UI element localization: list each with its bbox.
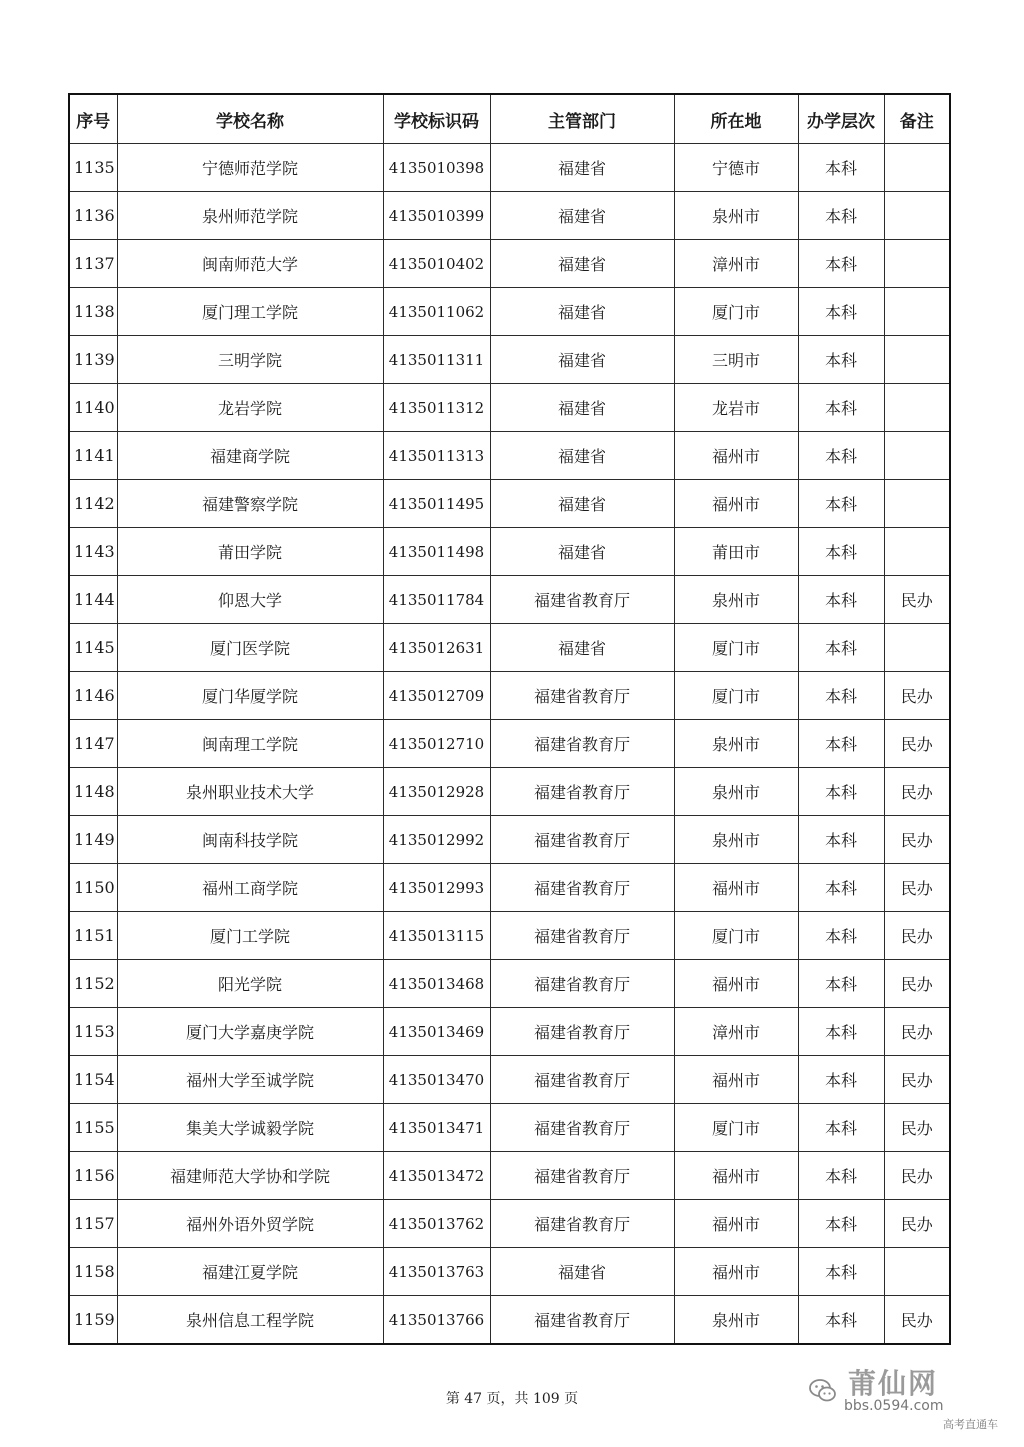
cell-index: 1154	[69, 1056, 117, 1104]
cell-school-name: 仰恩大学	[117, 576, 383, 624]
cell-school-code: 4135013763	[383, 1248, 490, 1296]
table-row	[69, 192, 950, 240]
table-row	[69, 960, 950, 1008]
cell-index: 1145	[69, 624, 117, 672]
cell-remark	[884, 144, 950, 192]
cell-school-code: 4135012710	[383, 720, 490, 768]
cell-index: 1144	[69, 576, 117, 624]
cell-location: 泉州市	[674, 720, 798, 768]
cell-school-code: 4135013115	[383, 912, 490, 960]
cell-school-name: 厦门理工学院	[117, 288, 383, 336]
table-row	[69, 1248, 950, 1296]
cell-school-name: 龙岩学院	[117, 384, 383, 432]
cell-department: 福建省教育厅	[490, 912, 674, 960]
table-row	[69, 528, 950, 576]
cell-location: 泉州市	[674, 192, 798, 240]
cell-location: 福州市	[674, 1200, 798, 1248]
cell-level: 本科	[798, 576, 884, 624]
header-remark: 备注	[884, 94, 950, 144]
table-row	[69, 480, 950, 528]
cell-school-code: 4135012709	[383, 672, 490, 720]
cell-remark	[884, 240, 950, 288]
cell-index: 1152	[69, 960, 117, 1008]
cell-location: 漳州市	[674, 240, 798, 288]
cell-level: 本科	[798, 336, 884, 384]
header-location: 所在地	[674, 94, 798, 144]
cell-level: 本科	[798, 1296, 884, 1345]
cell-index: 1157	[69, 1200, 117, 1248]
cell-remark: 民办	[884, 1296, 950, 1345]
cell-index: 1148	[69, 768, 117, 816]
cell-index: 1140	[69, 384, 117, 432]
cell-index: 1136	[69, 192, 117, 240]
header-department: 主管部门	[490, 94, 674, 144]
cell-location: 宁德市	[674, 144, 798, 192]
cell-department: 福建省	[490, 192, 674, 240]
page-number: 第 47 页，共 109 页	[445, 1391, 579, 1407]
cell-remark: 民办	[884, 768, 950, 816]
cell-index: 1146	[69, 672, 117, 720]
watermark	[808, 1362, 998, 1432]
cell-level: 本科	[798, 960, 884, 1008]
cell-index: 1142	[69, 480, 117, 528]
cell-school-name: 厦门大学嘉庚学院	[117, 1008, 383, 1056]
cell-department: 福建省	[490, 384, 674, 432]
cell-remark: 民办	[884, 672, 950, 720]
cell-level: 本科	[798, 1056, 884, 1104]
table-row	[69, 288, 950, 336]
cell-index: 1150	[69, 864, 117, 912]
cell-remark: 民办	[884, 1056, 950, 1104]
cell-school-name: 厦门工学院	[117, 912, 383, 960]
cell-location: 福州市	[674, 480, 798, 528]
cell-school-name: 集美大学诚毅学院	[117, 1104, 383, 1152]
cell-location: 厦门市	[674, 672, 798, 720]
cell-department: 福建省教育厅	[490, 816, 674, 864]
cell-school-name: 阳光学院	[117, 960, 383, 1008]
cell-school-name: 泉州职业技术大学	[117, 768, 383, 816]
cell-school-name: 宁德师范学院	[117, 144, 383, 192]
header-level: 办学层次	[798, 94, 884, 144]
cell-school-code: 4135013468	[383, 960, 490, 1008]
cell-school-code: 4135013762	[383, 1200, 490, 1248]
cell-remark: 民办	[884, 960, 950, 1008]
cell-school-code: 4135011312	[383, 384, 490, 432]
table-row	[69, 432, 950, 480]
table-row	[69, 1104, 950, 1152]
cell-school-code: 4135011313	[383, 432, 490, 480]
cell-department: 福建省教育厅	[490, 1296, 674, 1345]
cell-location: 厦门市	[674, 288, 798, 336]
cell-remark	[884, 528, 950, 576]
table-row	[69, 720, 950, 768]
cell-remark	[884, 192, 950, 240]
cell-index: 1138	[69, 288, 117, 336]
table-row	[69, 576, 950, 624]
cell-school-code: 4135012631	[383, 624, 490, 672]
cell-location: 福州市	[674, 1056, 798, 1104]
cell-remark: 民办	[884, 720, 950, 768]
cell-department: 福建省教育厅	[490, 1200, 674, 1248]
cell-level: 本科	[798, 288, 884, 336]
cell-level: 本科	[798, 480, 884, 528]
cell-school-name: 福建师范大学协和学院	[117, 1152, 383, 1200]
cell-department: 福建省	[490, 1248, 674, 1296]
table-row	[69, 1056, 950, 1104]
cell-location: 泉州市	[674, 816, 798, 864]
cell-department: 福建省教育厅	[490, 960, 674, 1008]
cell-level: 本科	[798, 1104, 884, 1152]
table-row	[69, 1152, 950, 1200]
cell-school-name: 闽南师范大学	[117, 240, 383, 288]
cell-location: 厦门市	[674, 624, 798, 672]
cell-location: 泉州市	[674, 576, 798, 624]
cell-level: 本科	[798, 720, 884, 768]
cell-level: 本科	[798, 672, 884, 720]
cell-school-code: 4135010399	[383, 192, 490, 240]
cell-index: 1153	[69, 1008, 117, 1056]
cell-location: 福州市	[674, 432, 798, 480]
cell-index: 1155	[69, 1104, 117, 1152]
cell-school-name: 福州大学至诚学院	[117, 1056, 383, 1104]
cell-location: 厦门市	[674, 912, 798, 960]
cell-school-code: 4135013470	[383, 1056, 490, 1104]
cell-remark	[884, 1248, 950, 1296]
cell-department: 福建省	[490, 528, 674, 576]
cell-location: 厦门市	[674, 1104, 798, 1152]
cell-level: 本科	[798, 1248, 884, 1296]
cell-school-name: 泉州信息工程学院	[117, 1296, 383, 1345]
table-row	[69, 1200, 950, 1248]
cell-remark	[884, 432, 950, 480]
cell-school-name: 闽南理工学院	[117, 720, 383, 768]
cell-school-name: 厦门医学院	[117, 624, 383, 672]
table-row	[69, 144, 950, 192]
cell-remark	[884, 288, 950, 336]
cell-school-code: 4135011062	[383, 288, 490, 336]
cell-location: 泉州市	[674, 1296, 798, 1345]
cell-school-name: 福州工商学院	[117, 864, 383, 912]
cell-level: 本科	[798, 1008, 884, 1056]
cell-department: 福建省教育厅	[490, 768, 674, 816]
cell-level: 本科	[798, 912, 884, 960]
cell-school-code: 4135011311	[383, 336, 490, 384]
cell-department: 福建省	[490, 336, 674, 384]
cell-department: 福建省	[490, 480, 674, 528]
header-school-code: 学校标识码	[383, 94, 490, 144]
cell-level: 本科	[798, 1200, 884, 1248]
cell-school-name: 福州外语外贸学院	[117, 1200, 383, 1248]
table-row	[69, 240, 950, 288]
header-school-name: 学校名称	[117, 94, 383, 144]
cell-location: 福州市	[674, 1248, 798, 1296]
cell-remark: 民办	[884, 1152, 950, 1200]
cell-school-name: 闽南科技学院	[117, 816, 383, 864]
table-row	[69, 1296, 950, 1345]
cell-school-code: 4135011784	[383, 576, 490, 624]
cell-index: 1159	[69, 1296, 117, 1345]
cell-index: 1137	[69, 240, 117, 288]
cell-school-code: 4135011495	[383, 480, 490, 528]
cell-level: 本科	[798, 864, 884, 912]
cell-school-name: 厦门华厦学院	[117, 672, 383, 720]
table-header-row	[69, 94, 950, 144]
cell-index: 1158	[69, 1248, 117, 1296]
cell-index: 1135	[69, 144, 117, 192]
cell-index: 1141	[69, 432, 117, 480]
cell-school-code: 4135013472	[383, 1152, 490, 1200]
cell-index: 1139	[69, 336, 117, 384]
cell-school-name: 泉州师范学院	[117, 192, 383, 240]
cell-remark: 民办	[884, 912, 950, 960]
cell-location: 泉州市	[674, 768, 798, 816]
cell-location: 三明市	[674, 336, 798, 384]
cell-school-code: 4135013469	[383, 1008, 490, 1056]
cell-school-code: 4135011498	[383, 528, 490, 576]
cell-level: 本科	[798, 816, 884, 864]
table-row	[69, 384, 950, 432]
cell-location: 福州市	[674, 864, 798, 912]
watermark-logo: 莆仙网	[848, 1367, 939, 1400]
cell-school-name: 福建商学院	[117, 432, 383, 480]
watermark-subtitle: 高考直通车	[943, 1418, 998, 1431]
cell-remark: 民办	[884, 864, 950, 912]
cell-location: 龙岩市	[674, 384, 798, 432]
cell-level: 本科	[798, 384, 884, 432]
cell-department: 福建省教育厅	[490, 1104, 674, 1152]
cell-department: 福建省	[490, 288, 674, 336]
cell-location: 福州市	[674, 960, 798, 1008]
cell-department: 福建省教育厅	[490, 1152, 674, 1200]
cell-department: 福建省教育厅	[490, 864, 674, 912]
cell-remark: 民办	[884, 1104, 950, 1152]
cell-level: 本科	[798, 768, 884, 816]
cell-level: 本科	[798, 528, 884, 576]
table-body	[69, 144, 950, 1345]
cell-remark: 民办	[884, 816, 950, 864]
table-row	[69, 336, 950, 384]
cell-level: 本科	[798, 144, 884, 192]
table-row	[69, 816, 950, 864]
table-row	[69, 1008, 950, 1056]
cell-school-name: 福建江夏学院	[117, 1248, 383, 1296]
cell-remark: 民办	[884, 1200, 950, 1248]
cell-remark	[884, 480, 950, 528]
table-row	[69, 864, 950, 912]
cell-department: 福建省教育厅	[490, 576, 674, 624]
table-row	[69, 768, 950, 816]
cell-department: 福建省教育厅	[490, 1056, 674, 1104]
table-row	[69, 624, 950, 672]
cell-level: 本科	[798, 240, 884, 288]
cell-index: 1147	[69, 720, 117, 768]
cell-school-code: 4135013471	[383, 1104, 490, 1152]
wechat-icon	[808, 1376, 838, 1406]
table-row	[69, 912, 950, 960]
cell-index: 1143	[69, 528, 117, 576]
cell-location: 福州市	[674, 1152, 798, 1200]
cell-location: 莆田市	[674, 528, 798, 576]
cell-school-code: 4135010402	[383, 240, 490, 288]
cell-school-name: 莆田学院	[117, 528, 383, 576]
cell-school-code: 4135013766	[383, 1296, 490, 1345]
cell-remark	[884, 624, 950, 672]
cell-department: 福建省	[490, 144, 674, 192]
cell-department: 福建省教育厅	[490, 720, 674, 768]
cell-remark: 民办	[884, 576, 950, 624]
cell-school-name: 福建警察学院	[117, 480, 383, 528]
watermark-url: bbs.0594.com	[844, 1398, 944, 1414]
header-index: 序号	[69, 94, 117, 144]
school-list-table	[68, 93, 951, 1345]
cell-remark: 民办	[884, 1008, 950, 1056]
cell-index: 1156	[69, 1152, 117, 1200]
cell-level: 本科	[798, 192, 884, 240]
cell-remark	[884, 384, 950, 432]
cell-remark	[884, 336, 950, 384]
cell-level: 本科	[798, 624, 884, 672]
cell-school-code: 4135012993	[383, 864, 490, 912]
cell-school-code: 4135012992	[383, 816, 490, 864]
cell-department: 福建省教育厅	[490, 672, 674, 720]
cell-department: 福建省教育厅	[490, 1008, 674, 1056]
cell-department: 福建省	[490, 432, 674, 480]
table-row	[69, 672, 950, 720]
cell-department: 福建省	[490, 240, 674, 288]
cell-level: 本科	[798, 1152, 884, 1200]
cell-school-code: 4135012928	[383, 768, 490, 816]
cell-level: 本科	[798, 432, 884, 480]
cell-school-name: 三明学院	[117, 336, 383, 384]
cell-location: 漳州市	[674, 1008, 798, 1056]
cell-school-code: 4135010398	[383, 144, 490, 192]
cell-index: 1151	[69, 912, 117, 960]
cell-department: 福建省	[490, 624, 674, 672]
cell-index: 1149	[69, 816, 117, 864]
